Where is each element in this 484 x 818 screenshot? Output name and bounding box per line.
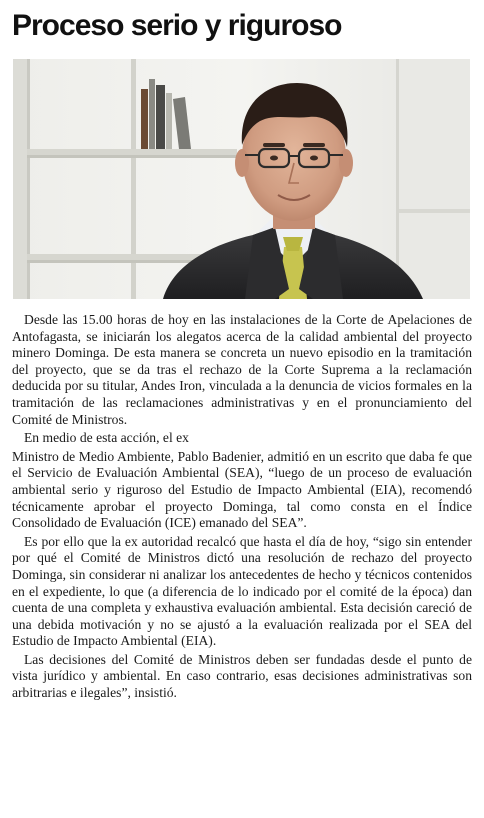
- portrait-photo: [13, 59, 470, 299]
- article-paragraph: Ministro de Medio Ambiente, Pablo Badenier, admitió en un escrito que daba fe que el Servicio de Evaluación Ambiental (SEA), “luego de un proceso de evaluación ambiental serio y riguroso del Estudio de Impacto Ambiental (EIA), recomendó técnicamente aprobar el proyecto Dominga, tal como consta en el Índice Consolidado de Evaluación (ICE) emanado del SEA”.: [12, 448, 472, 531]
- article-paragraph: Las decisiones del Comité de Ministros deben ser fundadas desde el punto de vista jurídico y ambiental. En caso contrario, esas decisiones administrativas son arbitrarias e ilegales”, insistió.: [12, 651, 472, 701]
- article-body: [12, 312, 472, 704]
- headline: Proceso serio y riguroso: [12, 9, 342, 42]
- article-paragraph: Desde las 15.00 horas de hoy en las instalaciones de la Corte de Apelaciones de Antofagasta, se iniciarán los alegatos acerca de la calidad ambiental del proyecto minero Dominga. De esta manera se concreta un nuevo episodio en la tramitación del proyecto, que se da tras el rechazo de la Corte Suprema a la reclamación deducida por su titular, Andes Iron, vinculada a la denuncia de vicios formales en la tramitación de las reclamaciones administrativas y en el pronunciamiento del Comité de Ministros.: [12, 312, 472, 427]
- article-paragraph: En medio de esta acción, el ex: [24, 430, 189, 446]
- article-paragraph: Es por ello que la ex autoridad recalcó que hasta el día de hoy, “sigo sin entender por qué el Comité de Ministros dictó una resolución de rechazo del proyecto Dominga, sin considerar ni analizar los antecedentes de hecho y técnicos contenidos en el expediente, lo que (a diferencia de lo indicado por el comité de la época) dan cuenta de una completa y exhaustiva evaluación ambiental. Esta decisión careció de una debida motivación y no se ajustó a la evaluación realizada por el SEA del Estudio de Impacto Ambiental (EIA).: [12, 533, 472, 649]
